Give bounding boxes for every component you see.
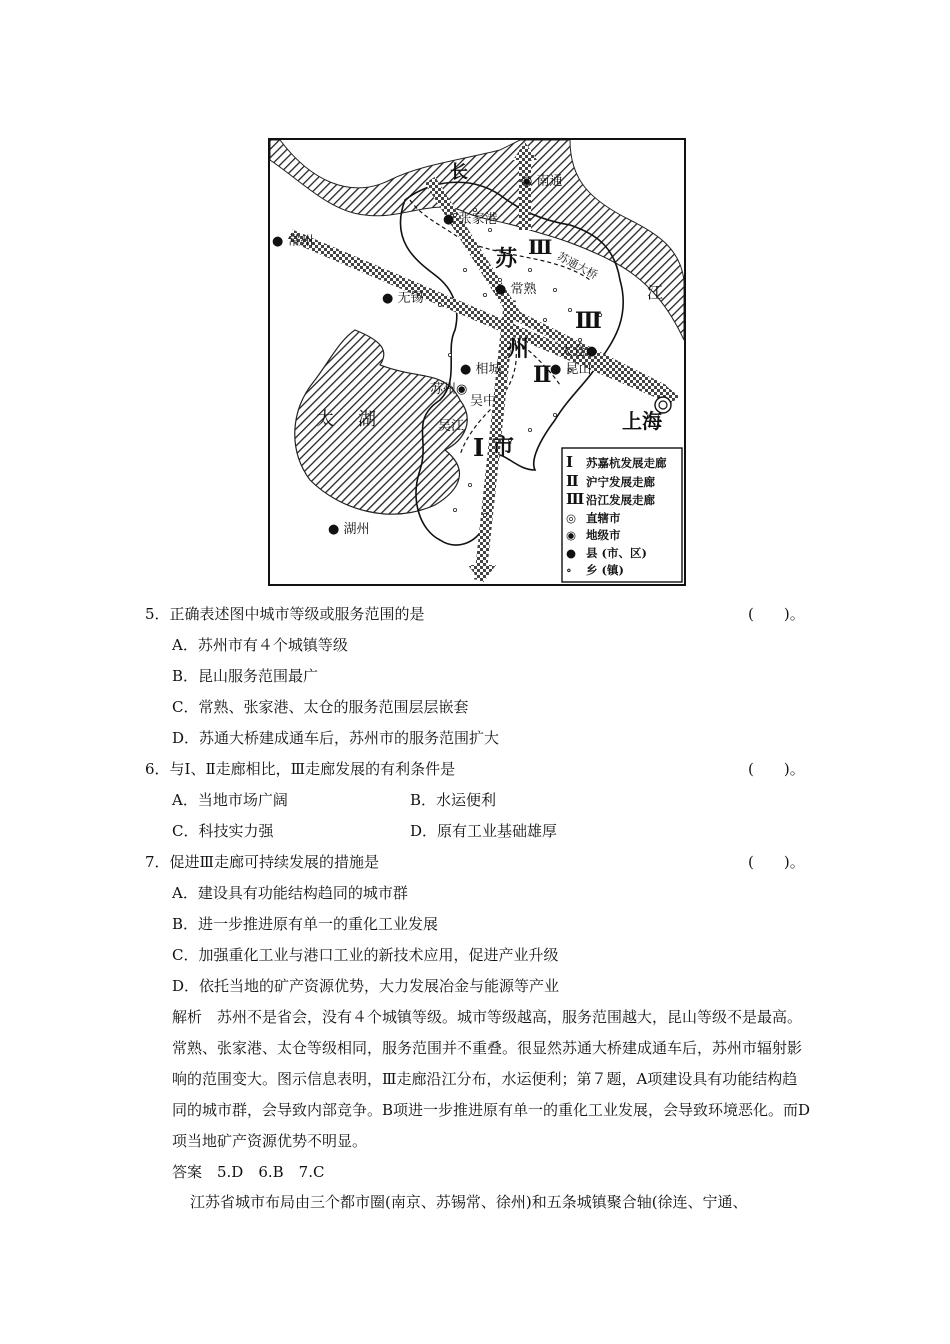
question-5-stem: 5．正确表述图中城市等级或服务范围的是 [145,605,425,623]
city-changzhou: ● 常州 [272,234,314,249]
label-zhou: 州 [507,336,530,362]
city-taicang: 太仓● [560,344,598,359]
question-6-option-a: A．当地市场广阔 [172,791,288,809]
answer-line: 答案 5.D 6.B 7.C [172,1163,325,1181]
legend-item: ∘ 乡 (镇) [566,563,624,577]
question-6-option-c: C．科技实力强 [172,822,274,840]
body-paragraph: 江苏省城市布局由三个都市圈(南京、苏锡常、徐州)和五条城镇聚合轴(徐连、宁通、 [190,1193,748,1211]
question-7-stem: 7．促进Ⅲ走廊可持续发展的措施是 [145,853,380,871]
corridor-i-arrowhead [468,565,496,584]
label-jiang: 江 [647,283,664,302]
question-6-option-d: D．原有工业基础雄厚 [410,822,558,840]
suzhou-corridor-map [268,138,686,586]
corridor-ii-label: Ⅱ [533,362,552,388]
city-wuzhong: 吴中 [470,394,497,409]
legend-item: ● 县 (市、区) [566,545,647,560]
label-shi: 市 [492,434,515,460]
question-5-answer-blank: ( )。 [748,605,805,623]
question-7-option-b: B．进一步推进原有单一的重化工业发展 [172,915,439,933]
question-6-answer-blank: ( )。 [748,760,805,778]
legend-item: Ⅰ 苏嘉杭发展走廊 [566,453,667,471]
legend-item: ◉ 地级市 [566,528,621,542]
city-wuxi: ● 无锡 [382,291,424,306]
question-7-option-c: C．加强重化工业与港口工业的新技术应用，促进产业升级 [172,946,559,964]
label-zhang: 长 [450,162,468,183]
legend-item: ◎ 直辖市 [566,510,621,525]
label-su: 苏 [495,246,518,272]
legend-item: Ⅲ 沿江发展走廊 [566,490,655,508]
city-xiangcheng: ● 相城 [460,362,502,377]
analysis-text: 解析 苏州不是省会，没有４个城镇等级。城市等级越高，服务范围越大，昆山等级不是最高。常熟、张家港、太仓等级相同，服务范围并不重叠。很显然苏通大桥建成通车后，苏州市辐射影响的范围变大。图示信息表明，Ⅲ走廊沿江分布，水运便利；第７题，A项建设具有功能结构趋同的城市群，会导致内部竞争。B项进一步推进原有单一的重化工业发展，会导致环境恶化。而D项当地矿产资源优势不明显。 [172,1008,811,1150]
corridor-iii-label: Ⅲ [575,308,602,334]
label-taihu-2: 湖 [358,409,376,430]
city-huzhou: ● 湖州 [328,522,370,537]
city-zhangjiagang: ● 张家港 [443,212,498,227]
question-5-option-d: D．苏通大桥建成通车后，苏州市的服务范围扩大 [172,729,500,747]
legend [566,454,667,580]
question-7-answer-blank: ( )。 [748,853,805,871]
city-kunshan: ● 昆山 [550,362,592,377]
question-6-stem: 6．与Ⅰ、Ⅱ走廊相比，Ⅲ走廊发展的有利条件是 [145,760,456,778]
corridor-iii-label-north: Ⅲ [528,235,553,259]
label-taihu-1: 太 [316,409,334,430]
question-5-option-a: A．苏州市有４个城镇等级 [172,636,348,654]
question-5-option-b: B．昆山服务范围最广 [172,667,319,685]
label-shanghai: 上海 [622,409,662,433]
city-wujiang: 吴江 [438,419,465,434]
city-nantong: ◉ 南通 [521,174,563,189]
question-7-option-a: A．建设具有功能结构趋同的城市群 [172,884,408,902]
question-7-option-d: D．依托当地的矿产资源优势，大力发展冶金与能源等产业 [172,977,560,995]
question-6-option-b: B．水运便利 [410,791,497,809]
legend-item: Ⅱ 沪宁发展走廊 [566,471,655,490]
city-changshu: ● 常熟 [495,282,537,297]
city-suzhou: 苏州◉ [430,382,468,397]
corridor-i-label: Ⅰ [473,433,485,462]
label-sutong-bridge: 苏通大桥 [554,249,600,282]
question-5-option-c: C．常熟、张家港、太仓的服务范围层层嵌套 [172,698,469,716]
